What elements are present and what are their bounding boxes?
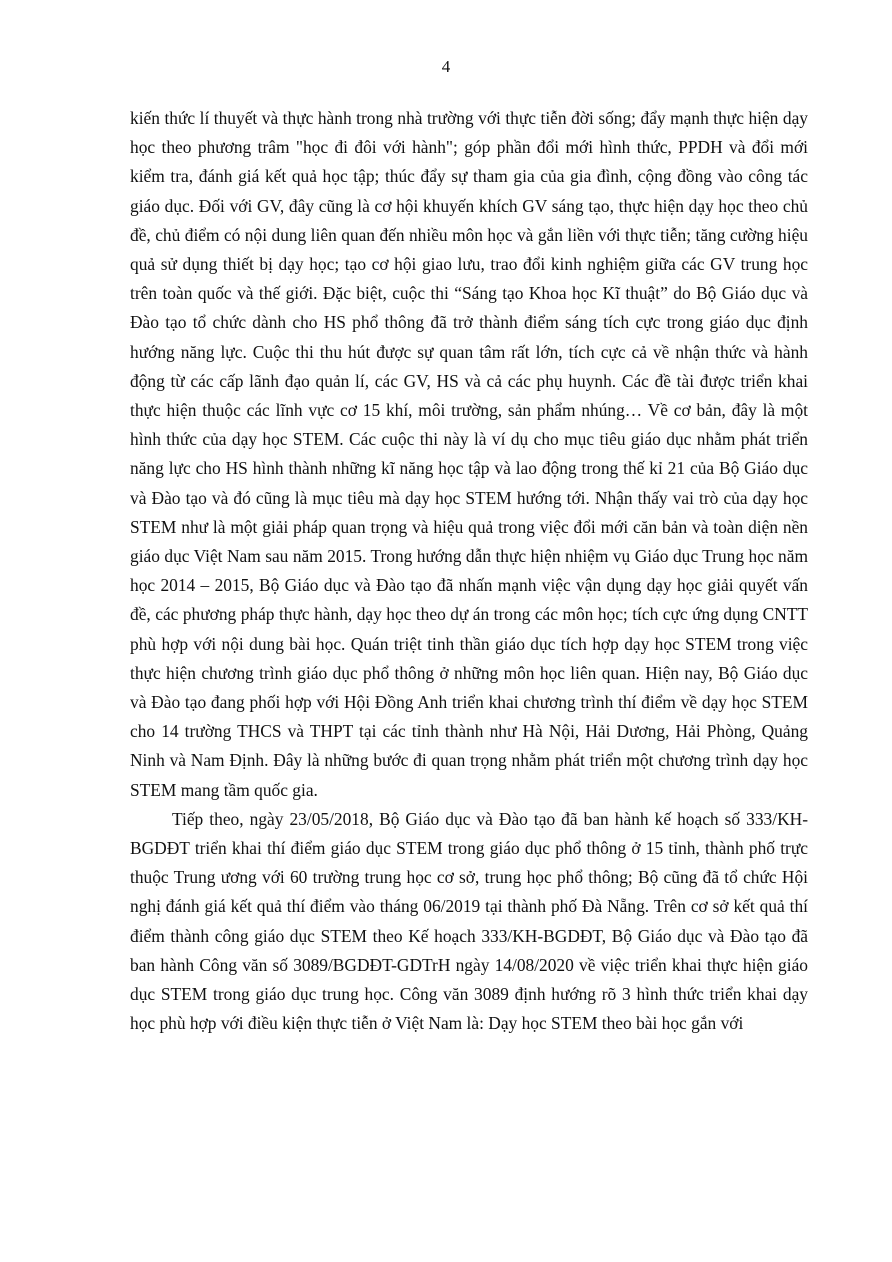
paragraph-continued: kiến thức lí thuyết và thực hành trong nhà trường với thực tiễn đời sống; đẩy mạnh thực hiện dạy học theo phương trâm "học đi đôi với hành"; góp phần đổi mới hình thức, PPDH và đổi mới kiểm tra, đánh giá kết quả học tập; thúc đẩy sự tham gia của gia đình, cộng đồng vào công tác giáo dục. Đối với GV, đây cũng là cơ hội khuyến khích GV sáng tạo, thực hiện dạy học theo chủ đề, chủ điểm có nội dung liên quan đến nhiều môn học và gắn liền với thực tiễn; tăng cường hiệu quả sử dụng thiết bị dạy học; tạo cơ hội giao lưu, trao đổi kinh nghiệm giữa các GV trung học trên toàn quốc và thế giới. Đặc biệt, cuộc thi “Sáng tạo Khoa học Kĩ thuật” do Bộ Giáo dục và Đào tạo tổ chức dành cho HS phổ thông đã trở thành điểm sáng tích cực trong giáo dục định hướng năng lực. Cuộc thi thu hút được sự quan tâm rất lớn, tích cực cả về nhận thức và hành động từ các cấp lãnh đạo quản lí, các GV, HS và cả các phụ huynh. Các đề tài được triển khai thực hiện thuộc các lĩnh vực cơ 15 khí, môi trường, sản phẩm nhúng… Về cơ bản, đây là một hình thức của dạy học STEM. Các cuộc thi này là ví dụ cho mục tiêu giáo dục nhằm phát triển năng lực cho HS hình thành những kĩ năng học tập và lao động trong thế kỉ 21 của Bộ Giáo dục và Đào tạo và đó cũng là mục tiêu mà dạy học STEM hướng tới. Nhận thấy vai trò của dạy học STEM như là một giải pháp quan trọng và hiệu quả trong việc đổi mới căn bản và toàn diện nền giáo dục Việt Nam sau năm 2015. Trong hướng dẫn thực hiện nhiệm vụ Giáo dục Trung học năm học 2014 – 2015, Bộ Giáo dục và Đào tạo đã nhấn mạnh việc vận dụng dạy học giải quyết vấn đề, các phương pháp thực hành, dạy học theo dự án trong các môn học; tích cực ứng dụng CNTT phù hợp với nội dung bài học. Quán triệt tinh thần giáo dục tích hợp dạy học STEM trong việc thực hiện chương trình giáo dục phổ thông ở những môn học liên quan. Hiện nay, Bộ Giáo dục và Đào tạo đang phối hợp với Hội Đồng Anh triển khai chương trình thí điểm về dạy học STEM cho 14 trường THCS và THPT tại các tỉnh thành như Hà Nội, Hải Dương, Hải Phòng, Quảng Ninh và Nam Định. Đây là những bước đi quan trọng nhằm phát triển một chương trình dạy học STEM mang tầm quốc gia. — [130, 108, 808, 800]
page-number: 4 — [441, 57, 451, 76]
document-body — [130, 104, 808, 1039]
paragraph: Tiếp theo, ngày 23/05/2018, Bộ Giáo dục và Đào tạo đã ban hành kế hoạch số 333/KH-BGDĐT triển khai thí điểm giáo dục STEM trong giáo dục phổ thông ở 15 tỉnh, thành phố trực thuộc Trung ương với 60 trường trung học cơ sở, trung học phổ thông; Bộ cũng đã tổ chức Hội nghị đánh giá kết quả thí điểm vào tháng 06/2019 tại thành phố Đà Nẵng. Trên cơ sở kết quả thí điểm thành công giáo dục STEM theo Kế hoạch 333/KH-BGDĐT, Bộ Giáo dục và Đào tạo đã ban hành Công văn số 3089/BGDĐT-GDTrH ngày 14/08/2020 về việc triển khai thực hiện giáo dục STEM trong giáo dục trung học. Công văn 3089 định hướng rõ 3 hình thức triển khai dạy học phù hợp với điều kiện thực tiễn ở Việt Nam là: Dạy học STEM theo bài học gắn với — [130, 808, 808, 1034]
